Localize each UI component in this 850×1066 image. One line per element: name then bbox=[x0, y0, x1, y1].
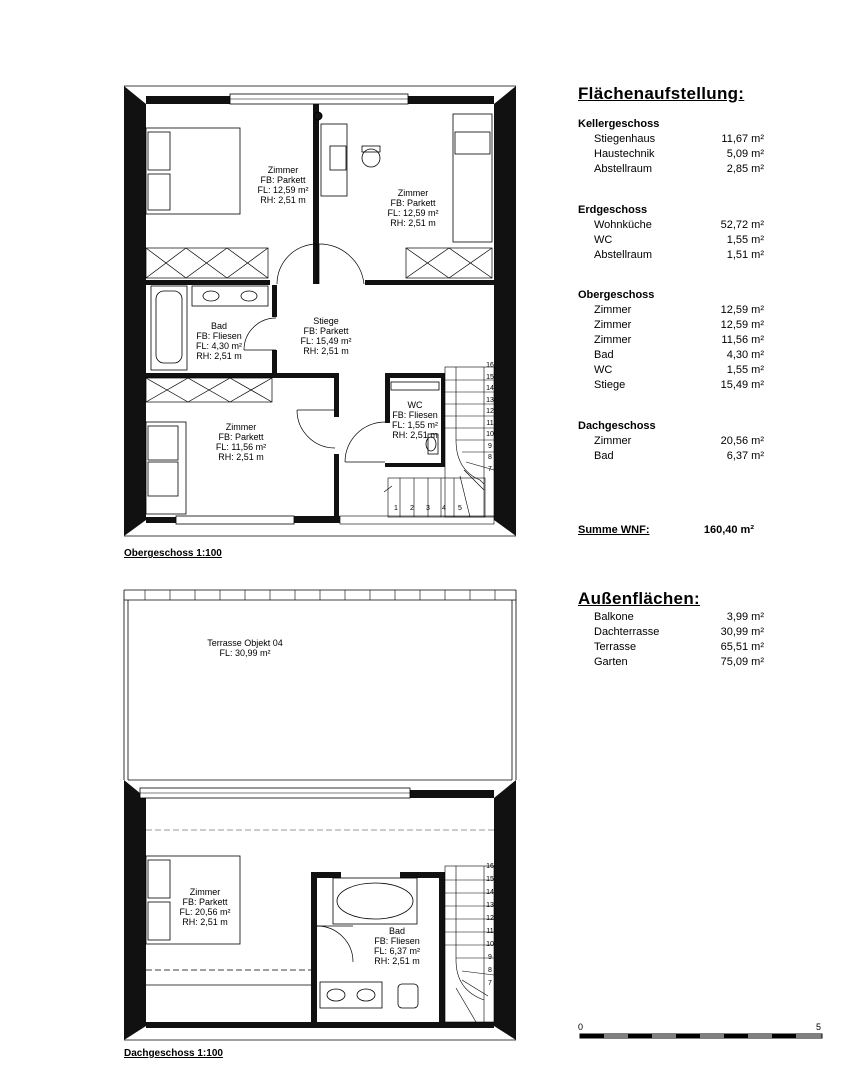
room-floor: FB: Parkett bbox=[303, 326, 349, 336]
stair-number: 14 bbox=[486, 385, 494, 392]
area-row: Terrasse 65,51 m² bbox=[594, 641, 764, 653]
area-row: Zimmer 20,56 m² bbox=[594, 435, 764, 447]
group-title: Erdgeschoss bbox=[578, 204, 648, 216]
room-area: FL: 20,56 m² bbox=[179, 907, 231, 917]
stair-number: 11 bbox=[486, 928, 494, 935]
area-row: Wohnküche 52,72 m² bbox=[594, 219, 764, 231]
stair-number: 13 bbox=[486, 902, 494, 909]
area-row: Bad 6,37 m² bbox=[594, 450, 764, 462]
area-row: Balkone 3,99 m² bbox=[594, 611, 764, 623]
area-row: Zimmer 12,59 m² bbox=[594, 304, 764, 316]
room-label-wc bbox=[388, 400, 442, 440]
room-area: FL: 1,55 m² bbox=[391, 420, 438, 430]
stair-number: 5 bbox=[458, 505, 462, 512]
room-floor: FB: Parkett bbox=[182, 897, 228, 907]
outdoor-title: Außenflächen: bbox=[578, 589, 700, 608]
total-value: 160,40 m² bbox=[703, 524, 754, 536]
room-height: RH: 2,51 m bbox=[392, 430, 438, 440]
stair-number: 8 bbox=[488, 967, 492, 974]
room-label-terrasse bbox=[190, 638, 300, 658]
room-name: Zimmer bbox=[397, 188, 429, 198]
room-height: RH: 2,51 m bbox=[374, 956, 420, 966]
room-label-bad bbox=[188, 321, 250, 361]
area-row: Stiege 15,49 m² bbox=[594, 379, 764, 391]
obergeschoss-plan bbox=[124, 86, 516, 536]
stair-number: 9 bbox=[488, 442, 492, 450]
room-name: Zimmer bbox=[225, 422, 257, 432]
group-title: Obergeschoss bbox=[578, 289, 655, 301]
stair-number: 15 bbox=[486, 876, 494, 883]
stair-number: 4 bbox=[442, 505, 446, 512]
room-height: RH: 2,51 m bbox=[218, 452, 264, 462]
stair-number: 8 bbox=[488, 454, 492, 461]
room-height: RH: 2,51 m bbox=[390, 218, 436, 228]
room-name: WC bbox=[407, 400, 423, 410]
total-label: Summe WNF: bbox=[578, 524, 650, 536]
room-label-stiege bbox=[288, 316, 364, 356]
group-title: Dachgeschoss bbox=[578, 420, 656, 432]
scale-start-label: 0 bbox=[578, 1022, 584, 1032]
room-area: FL: 4,30 m² bbox=[195, 341, 242, 351]
stair-number: 12 bbox=[486, 408, 494, 415]
stair-number: 12 bbox=[486, 915, 494, 922]
room-label-zimmer-dg bbox=[168, 887, 242, 927]
room-area: FL: 15,49 m² bbox=[300, 336, 352, 346]
area-row: Garten 75,09 m² bbox=[594, 656, 764, 668]
og-stair-numbers-bottom bbox=[388, 505, 468, 512]
area-row: Haustechnik 5,09 m² bbox=[594, 148, 764, 160]
stair-number: 10 bbox=[486, 941, 494, 948]
stair-number: 1 bbox=[394, 505, 398, 512]
dg-stair-numbers bbox=[484, 860, 496, 990]
stair-number: 10 bbox=[486, 431, 494, 438]
group-title: Kellergeschoss bbox=[578, 118, 660, 130]
stair-number: 11 bbox=[486, 419, 494, 427]
room-label-bad-dg bbox=[362, 926, 432, 966]
room-floor: FB: Fliesen bbox=[196, 331, 242, 341]
room-name: Bad bbox=[210, 321, 227, 331]
stair-number: 7 bbox=[488, 465, 492, 473]
room-area: FL: 6,37 m² bbox=[373, 946, 420, 956]
room-name: Stiege bbox=[313, 316, 339, 326]
stair-number: 15 bbox=[486, 373, 494, 381]
area-row: WC 1,55 m² bbox=[594, 234, 764, 246]
dg-caption: Dachgeschoss 1:100 bbox=[124, 1048, 223, 1059]
total-row bbox=[578, 524, 754, 536]
room-floor: FB: Fliesen bbox=[392, 410, 438, 420]
room-floor: FB: Parkett bbox=[390, 198, 436, 208]
room-label-zimmer-2 bbox=[378, 188, 448, 228]
room-height: RH: 2,51 m bbox=[196, 351, 242, 361]
area-row: Zimmer 11,56 m² bbox=[594, 334, 764, 346]
room-area: FL: 12,59 m² bbox=[257, 185, 309, 195]
summary-title: Flächenaufstellung: bbox=[578, 84, 745, 103]
stair-number: 9 bbox=[488, 954, 492, 961]
og-stair-numbers bbox=[484, 360, 496, 475]
stair-number: 16 bbox=[486, 863, 494, 870]
group-erdgeschoss bbox=[578, 204, 778, 263]
group-obergeschoss bbox=[578, 289, 778, 393]
room-area: FL: 30,99 m² bbox=[219, 648, 271, 658]
room-floor: FB: Parkett bbox=[260, 175, 306, 185]
group-dachgeschoss bbox=[578, 420, 778, 464]
area-row: Abstellraum 1,51 m² bbox=[594, 249, 764, 261]
room-label-zimmer-1 bbox=[246, 165, 320, 205]
room-name: Zimmer bbox=[267, 165, 299, 175]
room-name: Terrasse Objekt 04 bbox=[207, 638, 283, 648]
stair-number: 7 bbox=[488, 980, 492, 987]
room-height: RH: 2,51 m bbox=[182, 917, 228, 927]
group-kellergeschoss bbox=[578, 118, 778, 177]
room-height: RH: 2,51 m bbox=[260, 195, 306, 205]
scale-end-label: 5 bbox=[816, 1022, 822, 1032]
stair-number: 14 bbox=[486, 889, 494, 896]
og-caption: Obergeschoss 1:100 bbox=[124, 548, 222, 559]
area-row: Stiegenhaus 11,67 m² bbox=[594, 133, 764, 145]
stair-number: 16 bbox=[486, 362, 494, 369]
room-name: Bad bbox=[388, 926, 405, 936]
area-row: WC 1,55 m² bbox=[594, 364, 764, 376]
stair-number: 2 bbox=[410, 505, 414, 512]
room-name: Zimmer bbox=[189, 887, 221, 897]
area-row: Zimmer 12,59 m² bbox=[594, 319, 764, 331]
room-label-zimmer-3 bbox=[204, 422, 278, 462]
stair-number: 13 bbox=[486, 396, 494, 404]
area-row: Bad 4,30 m² bbox=[594, 349, 764, 361]
area-row: Abstellraum 2,85 m² bbox=[594, 163, 764, 175]
room-height: RH: 2,51 m bbox=[303, 346, 349, 356]
dachgeschoss-plan bbox=[124, 590, 516, 1040]
room-area: FL: 12,59 m² bbox=[387, 208, 439, 218]
room-area: FL: 11,56 m² bbox=[215, 442, 267, 452]
stair-number: 3 bbox=[426, 505, 430, 512]
room-floor: FB: Fliesen bbox=[374, 936, 420, 946]
room-floor: FB: Parkett bbox=[218, 432, 264, 442]
area-row: Dachterrasse 30,99 m² bbox=[594, 626, 764, 638]
group-outdoor bbox=[578, 610, 778, 670]
